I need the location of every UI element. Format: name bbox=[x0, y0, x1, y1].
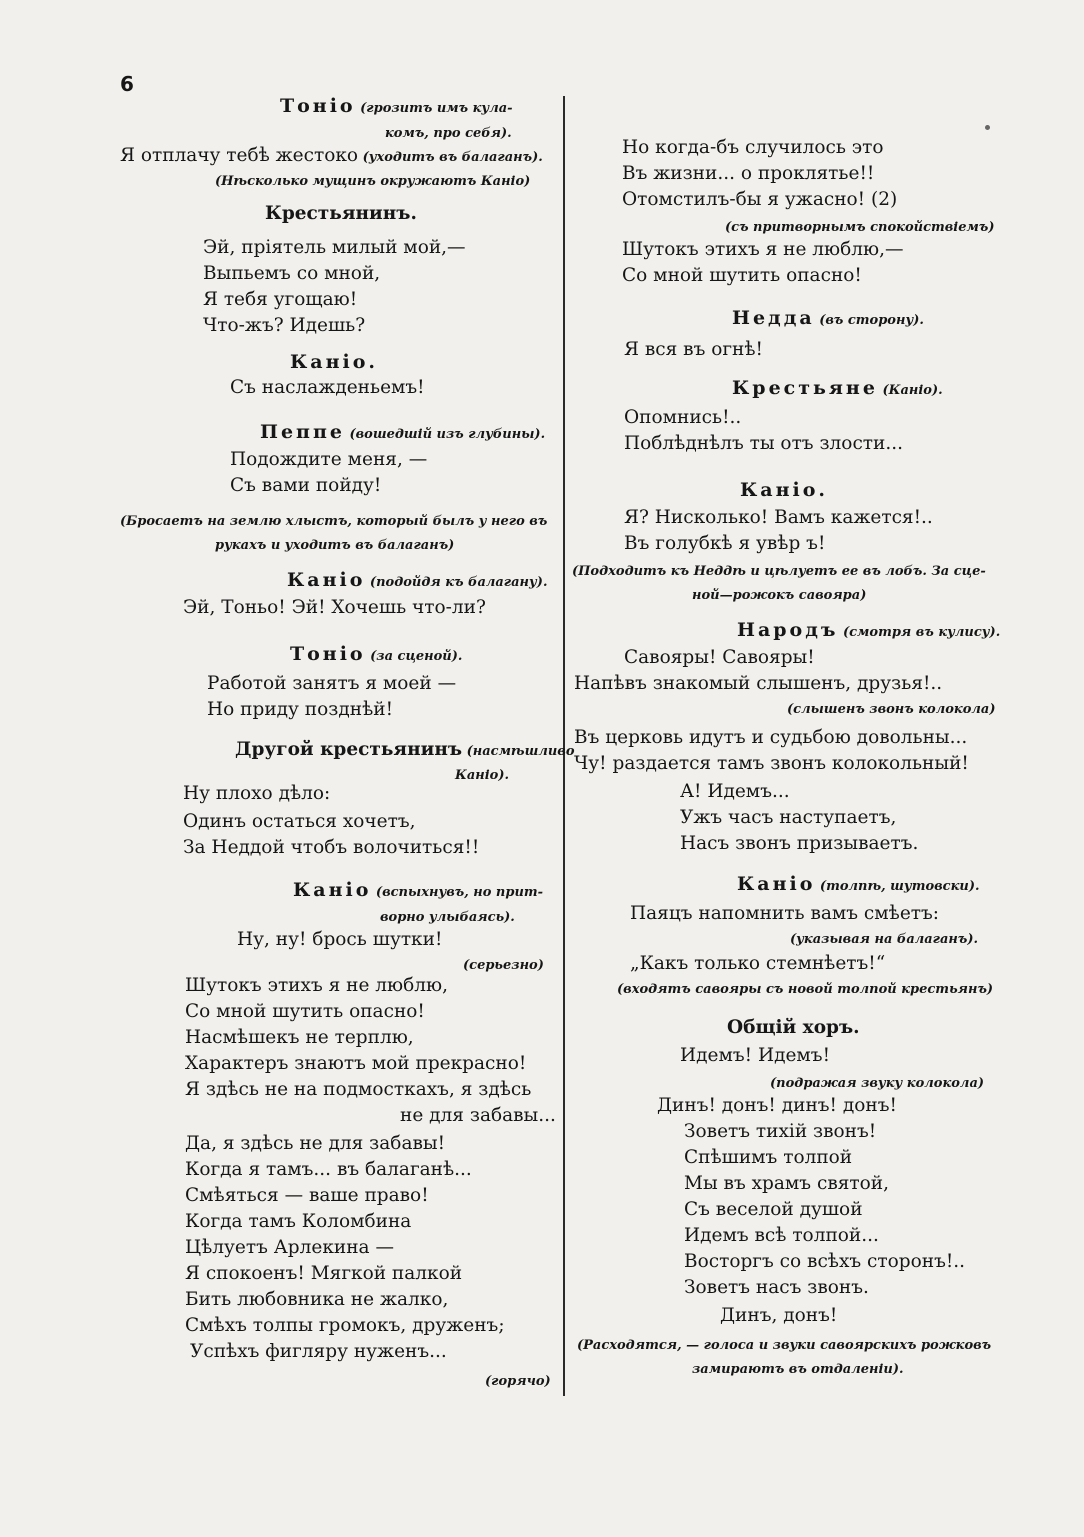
speaker-name: Крестьянинъ. bbox=[265, 203, 417, 224]
page-number: 6 bbox=[120, 72, 134, 96]
stage-direction: (вошедшій изъ глубины). bbox=[344, 427, 546, 442]
speaker-name: Недда bbox=[732, 307, 815, 329]
stage-direction: (грозитъ имъ кула- bbox=[355, 101, 513, 116]
verse-text: Идемъ всѣ толпой... bbox=[684, 1225, 879, 1246]
stage-direction: (за сценой). bbox=[365, 649, 463, 664]
text-line bbox=[684, 1276, 869, 1300]
verse-text: Динъ, донъ! bbox=[720, 1305, 838, 1326]
text-line bbox=[385, 120, 512, 146]
stage-direction: (смотря въ кулису). bbox=[838, 625, 1001, 640]
text-line bbox=[624, 338, 763, 362]
text-line bbox=[185, 1158, 472, 1182]
text-line bbox=[624, 406, 741, 430]
text-line bbox=[185, 1184, 429, 1208]
verse-text: Смѣяться — ваше право! bbox=[185, 1185, 429, 1206]
text-line bbox=[624, 506, 933, 530]
verse-text: Въ церковь идутъ и судьбою довольны... bbox=[574, 727, 968, 748]
speaker-name: Каніо bbox=[287, 569, 366, 591]
verse-text: Цѣлуетъ Арлекина — bbox=[185, 1237, 394, 1258]
stage-direction: ворно улыбаясь). bbox=[380, 910, 515, 925]
text-line bbox=[185, 1052, 526, 1076]
verse-text: Савояры! Савояры! bbox=[624, 647, 815, 668]
text-line bbox=[190, 1340, 447, 1364]
text-line bbox=[737, 872, 980, 899]
verse-text: Съ наслажденьемъ! bbox=[230, 377, 425, 398]
verse-text: Чу! раздается тамъ звонъ колокольный! bbox=[574, 753, 969, 774]
text-line bbox=[280, 94, 513, 121]
stage-direction: комъ, про себя). bbox=[385, 126, 512, 141]
text-line bbox=[185, 1000, 425, 1024]
text-line bbox=[684, 1224, 879, 1248]
speaker-name: Каніо bbox=[737, 873, 816, 895]
text-line bbox=[725, 214, 994, 240]
verse-text: Смѣхъ толпы громокъ, друженъ; bbox=[185, 1315, 505, 1336]
text-line bbox=[622, 238, 904, 262]
text-line bbox=[622, 162, 874, 186]
verse-text: Со мной шутить опасно! bbox=[185, 1001, 425, 1022]
text-line bbox=[287, 568, 547, 595]
text-line bbox=[630, 902, 939, 926]
text-line bbox=[293, 878, 543, 905]
verse-text: Эй, Тоньо! Эй! Хочешь что-ли? bbox=[183, 597, 486, 618]
verse-text: Я здѣсь не на подмосткахъ, я здѣсь bbox=[185, 1079, 532, 1100]
verse-text: Насъ звонъ призываетъ. bbox=[680, 833, 919, 854]
text-line bbox=[572, 558, 986, 584]
verse-text: Мы въ храмъ святой, bbox=[684, 1173, 889, 1194]
text-line bbox=[680, 832, 918, 856]
text-line bbox=[230, 448, 427, 472]
stage-direction: (толпѣ, шутовски). bbox=[815, 879, 980, 894]
stage-direction: (горячо) bbox=[485, 1374, 551, 1389]
text-line bbox=[185, 1210, 411, 1234]
verse-text: Напѣвъ знакомый слышенъ, друзья!.. bbox=[574, 673, 943, 694]
text-line bbox=[630, 952, 885, 976]
verse-text: Шутокъ этихъ я не люблю,— bbox=[622, 239, 904, 260]
verse-text: Я тебя угощаю! bbox=[203, 289, 358, 310]
text-line bbox=[684, 1120, 876, 1144]
verse-text: Бить любовника не жалко, bbox=[185, 1289, 449, 1310]
text-line bbox=[680, 806, 896, 830]
verse-text: А! Идемъ... bbox=[680, 781, 790, 802]
stage-direction: Каніо). bbox=[455, 768, 510, 783]
speaker-name: Тоніо bbox=[280, 95, 356, 117]
speaker-name: Каніо. bbox=[740, 479, 829, 501]
verse-text: Но приду позднѣй! bbox=[207, 699, 394, 720]
stage-direction: (въ сторону). bbox=[814, 313, 924, 328]
stage-direction: (Подходитъ къ Неддѣ и цѣлуетъ ее въ лобъ. За сце- bbox=[572, 564, 986, 579]
text-line bbox=[185, 1262, 462, 1286]
verse-text: За Неддой чтобъ волочиться!! bbox=[183, 837, 480, 858]
verse-text: Зоветъ тихій звонъ! bbox=[684, 1121, 877, 1142]
text-line bbox=[290, 642, 462, 669]
stage-direction: ной—рожокъ савояра) bbox=[692, 588, 867, 603]
text-line bbox=[230, 474, 381, 498]
verse-text: Когда я тамъ... въ балаганѣ... bbox=[185, 1159, 472, 1180]
text-line bbox=[684, 1146, 852, 1170]
text-line bbox=[485, 1368, 551, 1394]
text-line bbox=[265, 202, 417, 226]
text-line bbox=[207, 698, 393, 722]
text-line bbox=[787, 696, 995, 722]
text-line bbox=[624, 532, 825, 556]
text-line bbox=[737, 618, 1000, 645]
text-line bbox=[203, 314, 365, 338]
text-line bbox=[235, 738, 575, 764]
text-line bbox=[577, 1332, 991, 1358]
text-line bbox=[203, 262, 380, 286]
text-line bbox=[463, 952, 544, 978]
text-line bbox=[230, 376, 425, 400]
stage-direction: (Нѣсколько мущинъ окружаютъ Каніо) bbox=[215, 174, 531, 189]
text-line bbox=[684, 1172, 889, 1196]
verse-text: Со мной шутить опасно! bbox=[622, 265, 862, 286]
text-line bbox=[120, 144, 543, 170]
text-line bbox=[622, 136, 884, 160]
stage-direction: (уходитъ въ балаганъ). bbox=[358, 150, 543, 165]
verse-text: Восторгъ со всѣхъ сторонъ!.. bbox=[684, 1251, 966, 1272]
text-line bbox=[290, 350, 378, 375]
verse-text: Я отплачу тебѣ жестоко bbox=[120, 145, 359, 166]
text-line bbox=[680, 1044, 830, 1068]
text-line bbox=[732, 376, 943, 403]
text-line bbox=[692, 1356, 904, 1382]
text-line bbox=[380, 904, 515, 930]
verse-text: Поблѣднѣлъ ты отъ злости... bbox=[624, 433, 904, 454]
text-line bbox=[790, 926, 978, 952]
stage-direction: (Расходятся, — голоса и звуки савоярскихъ рожковъ bbox=[577, 1338, 992, 1353]
text-line bbox=[185, 1026, 414, 1050]
stage-direction: (подойдя къ балагану). bbox=[365, 575, 548, 590]
text-line bbox=[692, 582, 866, 608]
verse-text: Подождите меня, — bbox=[230, 449, 428, 470]
verse-text: Насмѣшекъ не терплю, bbox=[185, 1027, 414, 1048]
verse-text: „Какъ только стемнѣетъ!“ bbox=[630, 953, 886, 974]
stage-direction: (входятъ савояры съ новой толпой крестьянъ) bbox=[617, 982, 994, 997]
text-line bbox=[183, 596, 486, 620]
stage-direction: (слышенъ звонъ колокола) bbox=[787, 702, 996, 717]
text-line bbox=[183, 782, 330, 806]
speaker-name: Каніо. bbox=[290, 351, 379, 373]
text-line bbox=[770, 1070, 984, 1096]
speaker-name: Каніо bbox=[293, 879, 372, 901]
text-line bbox=[574, 752, 969, 776]
verse-text: Работой занятъ я моей — bbox=[207, 673, 457, 694]
verse-text: Шутокъ этихъ я не люблю, bbox=[185, 975, 449, 996]
text-line bbox=[727, 1016, 860, 1040]
text-line bbox=[120, 508, 547, 534]
text-line bbox=[574, 672, 942, 696]
verse-text: Успѣхъ фигляру нуженъ... bbox=[190, 1341, 447, 1362]
verse-text: Зоветъ насъ звонъ. bbox=[684, 1277, 869, 1298]
verse-text: Отомстилъ-бы я ужасно! (2) bbox=[622, 189, 898, 210]
text-line bbox=[617, 976, 993, 1002]
text-line bbox=[260, 420, 545, 447]
stage-direction: (вспыхнувъ, но прит- bbox=[371, 885, 544, 900]
stage-direction: (Каніо). bbox=[877, 383, 943, 398]
stage-direction: замираютъ въ отдаленіи). bbox=[692, 1362, 904, 1377]
verse-text: Когда тамъ Коломбина bbox=[185, 1211, 412, 1232]
text-line bbox=[684, 1250, 965, 1274]
speaker-name: Народъ bbox=[737, 619, 839, 641]
stage-direction: (насмѣшливо bbox=[462, 744, 575, 759]
stage-direction: (подражая звуку колокола) bbox=[770, 1076, 985, 1091]
stage-direction: (серьезно) bbox=[463, 958, 544, 973]
text-line bbox=[203, 288, 357, 312]
text-line bbox=[185, 1314, 505, 1338]
stage-direction: (указывая на балаганъ). bbox=[790, 932, 979, 947]
text-line bbox=[657, 1094, 897, 1118]
stage-direction: (Бросаетъ на землю хлыстъ, который былъ у него въ bbox=[120, 514, 548, 529]
verse-text: Я вся въ огнѣ! bbox=[624, 339, 763, 360]
speaker-name: Тоніо bbox=[290, 643, 366, 665]
verse-text: Одинъ остаться хочетъ, bbox=[183, 811, 416, 832]
verse-text: Что-жъ? Идешь? bbox=[203, 315, 366, 336]
stage-direction: (съ притворнымъ спокойствіемъ) bbox=[725, 220, 995, 235]
text-line bbox=[185, 1288, 448, 1312]
text-line bbox=[574, 726, 967, 750]
text-line bbox=[624, 646, 815, 670]
verse-text: Въ голубкѣ я увѣр ъ! bbox=[624, 533, 826, 554]
verse-text: Выпьемъ со мной, bbox=[203, 263, 381, 284]
verse-text: Съ веселой душой bbox=[684, 1199, 863, 1220]
text-line bbox=[684, 1198, 863, 1222]
text-line bbox=[203, 236, 466, 260]
text-line bbox=[720, 1304, 837, 1328]
text-line bbox=[400, 1104, 556, 1128]
verse-text: Идемъ! Идемъ! bbox=[680, 1045, 831, 1066]
text-line bbox=[185, 1132, 445, 1156]
text-line bbox=[740, 478, 828, 503]
verse-text: Паяцъ напомнить вамъ смѣетъ: bbox=[630, 903, 940, 924]
speaker-name: Общій хоръ. bbox=[727, 1017, 860, 1038]
text-line bbox=[215, 168, 530, 194]
verse-text: Съ вами пойду! bbox=[230, 475, 382, 496]
verse-text: Опомнись!.. bbox=[624, 407, 742, 428]
text-line bbox=[237, 928, 442, 952]
text-line bbox=[680, 780, 790, 804]
text-line bbox=[215, 532, 454, 558]
verse-text: Эй, пріятель милый мой,— bbox=[203, 237, 466, 258]
verse-text: Но когда-бъ случилось это bbox=[622, 137, 884, 158]
speaker-name: Пеппе bbox=[260, 421, 345, 443]
verse-text: Да, я здѣсь не для забавы! bbox=[185, 1133, 446, 1154]
verse-text: Ну, ну! брось шутки! bbox=[237, 929, 443, 950]
text-line bbox=[185, 1078, 531, 1102]
verse-text: Динъ! донъ! динъ! донъ! bbox=[657, 1095, 897, 1116]
text-line bbox=[185, 974, 448, 998]
verse-text: Ужъ часъ наступаетъ, bbox=[680, 807, 897, 828]
speaker-name: Крестьяне bbox=[732, 377, 878, 399]
text-line bbox=[455, 762, 509, 788]
verse-text: не для забавы... bbox=[400, 1105, 556, 1126]
stage-direction: рукахъ и уходитъ въ балаганъ) bbox=[215, 538, 455, 553]
verse-text: Я спокоенъ! Мягкой палкой bbox=[185, 1263, 463, 1284]
text-line bbox=[183, 836, 479, 860]
text-line bbox=[185, 1236, 394, 1260]
verse-text: Характеръ знаютъ мой прекрасно! bbox=[185, 1053, 527, 1074]
text-line bbox=[622, 264, 862, 288]
text-line bbox=[183, 810, 416, 834]
verse-text: Ну плохо дѣло: bbox=[183, 783, 331, 804]
text-line bbox=[732, 306, 924, 333]
speaker-name: Другой крестьянинъ bbox=[235, 739, 463, 760]
verse-text: Въ жизни... о проклятье!! bbox=[622, 163, 875, 184]
text-line bbox=[622, 188, 897, 212]
text-line bbox=[624, 432, 903, 456]
verse-text: Спѣшимъ толпой bbox=[684, 1147, 853, 1168]
print-speck bbox=[985, 125, 990, 130]
text-line bbox=[207, 672, 456, 696]
verse-text: Я? Нисколько! Вамъ кажется!.. bbox=[624, 507, 933, 528]
